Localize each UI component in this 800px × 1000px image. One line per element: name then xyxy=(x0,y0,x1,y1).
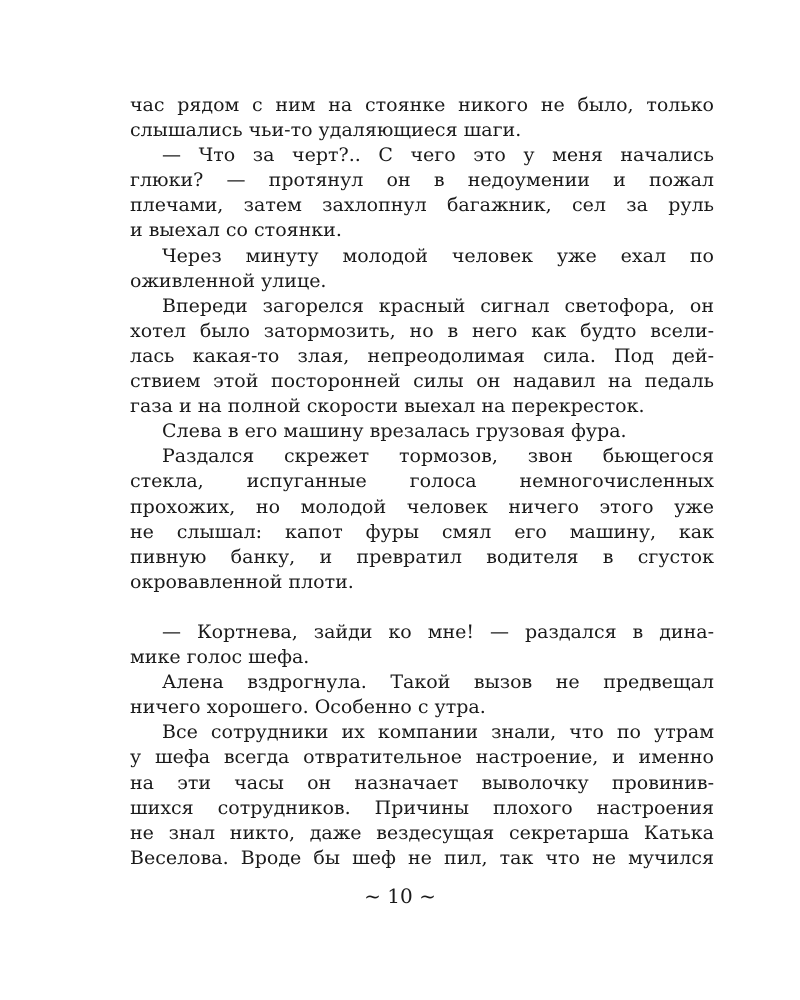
page-number: ~ 10 ~ xyxy=(364,884,436,908)
text-line: оживленной улице. xyxy=(130,269,327,292)
text-line: не знал никто, даже вездесущая секретарша Катька xyxy=(130,821,714,844)
text-line: Слева в его машину врезалась грузовая фура. xyxy=(162,420,627,443)
text-line: глюки? — протянул он в недоумении и пожал xyxy=(130,169,714,192)
text-line: прохожих, но молодой человек ничего этого уже xyxy=(130,495,714,518)
text-line: ствием этой посторонней силы он надавил на педаль xyxy=(130,370,714,393)
text-line: Все сотрудники их компании знали, что по утрам xyxy=(162,721,714,744)
text-line: шихся сотрудников. Причины плохого настроения xyxy=(130,796,714,819)
text-line: ничего хорошего. Особенно с утра. xyxy=(130,696,486,719)
text-line: лась какая-то злая, непреодолимая сила. Под дей- xyxy=(130,344,714,367)
text-line: мике голос шефа. xyxy=(130,646,310,669)
text-line: слышались чьи-то удаляющиеся шаги. xyxy=(130,119,522,142)
text-line: не слышал: капот фуры смял его машину, как xyxy=(130,520,714,543)
page-text xyxy=(130,93,714,871)
text-line: стекла, испуганные голоса немногочисленных xyxy=(130,470,714,493)
text-line: — Кортнева, зайди ко мне! — раздался в дина- xyxy=(162,620,714,643)
text-line: Алена вздрогнула. Такой вызов не предвещал xyxy=(162,671,714,694)
text-line: Раздался скрежет тормозов, звон бьющегося xyxy=(162,445,714,468)
section-break xyxy=(130,595,714,620)
text-line: у шефа всегда отвратительное настроение, и именно xyxy=(130,746,714,769)
text-line: окровавленной плоти. xyxy=(130,570,354,593)
text-line: газа и на полной скорости выехал на перекресток. xyxy=(130,395,645,418)
text-line: час рядом с ним на стоянке никого не было, только xyxy=(130,94,714,116)
text-line: Впереди загорелся красный сигнал светофора, он xyxy=(162,294,714,317)
text-line: Через минуту молодой человек уже ехал по xyxy=(162,244,714,267)
text-line: на эти часы он назначает выволочку провинив- xyxy=(130,771,714,794)
text-line: — Что за черт?.. С чего это у меня начались xyxy=(162,144,714,167)
text-line: хотел было затормозить, но в него как будто всели- xyxy=(130,319,714,342)
text-line: и выехал со стоянки. xyxy=(130,219,342,242)
text-line: плечами, затем захлопнул багажник, сел за руль xyxy=(130,194,714,217)
text-line: пивную банку, и превратил водителя в сгусток xyxy=(130,545,714,568)
text-line: Веселова. Вроде бы шеф не пил, так что не мучился xyxy=(130,846,714,869)
